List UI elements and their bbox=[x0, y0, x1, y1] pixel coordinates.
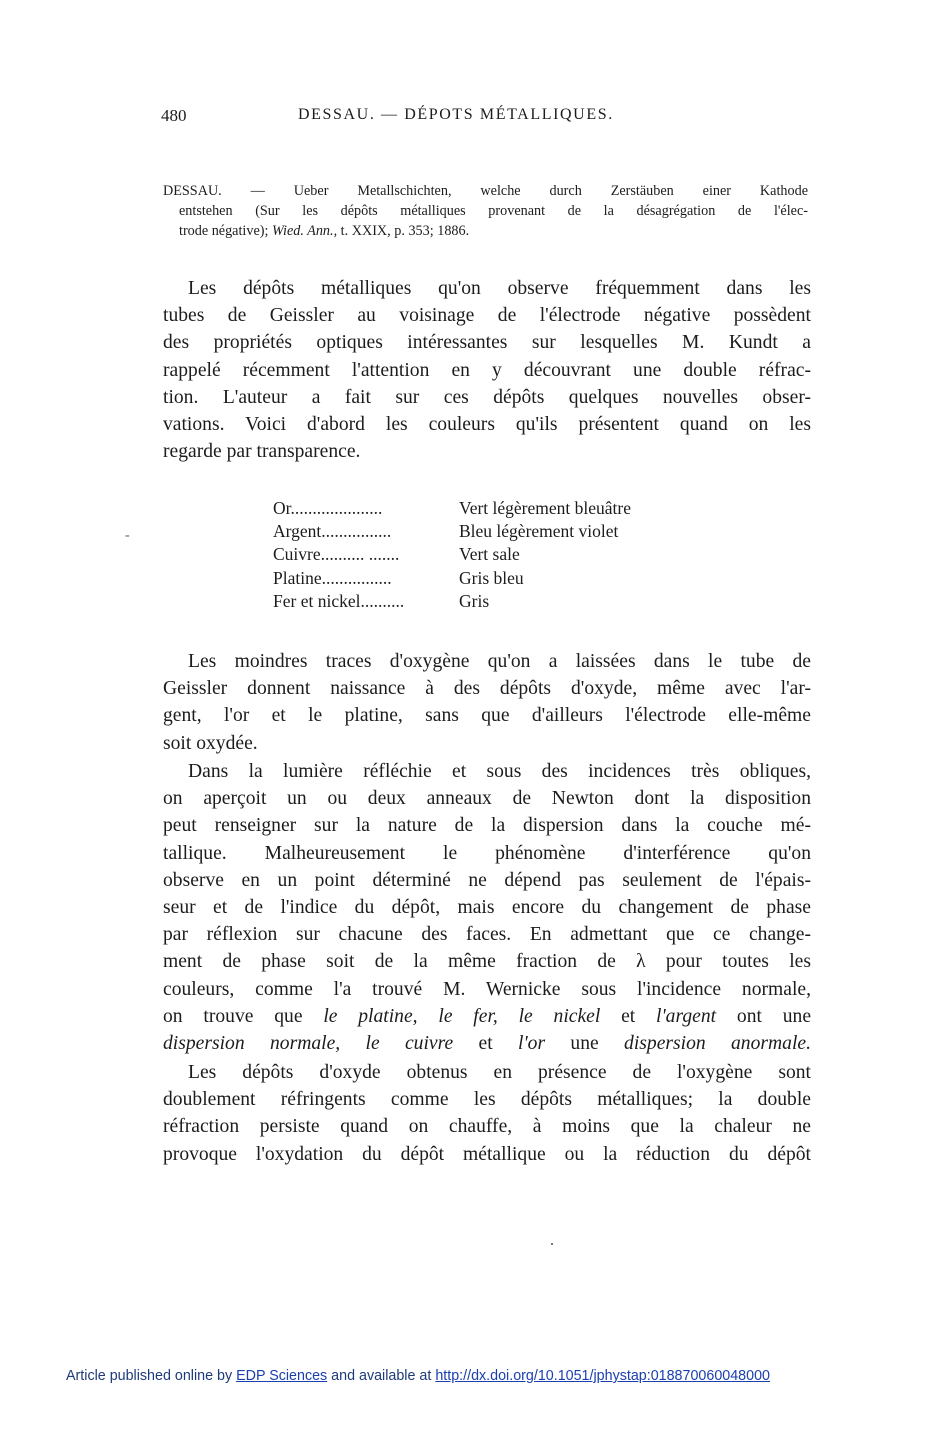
emphasis: dispersion anormale. bbox=[624, 1033, 812, 1055]
metal-color: Vert sale bbox=[459, 544, 520, 565]
text-line: Les moindres traces d'oxygène qu'on a laissées dans le tube de bbox=[188, 651, 811, 672]
text-line bbox=[163, 1030, 811, 1057]
text-line: soit oxydée. bbox=[163, 732, 258, 754]
text-line: regarde par transparence. bbox=[163, 441, 361, 463]
text-line: Dans la lumière réfléchie et sous des incidences très obliques, bbox=[188, 761, 811, 782]
text-line: rappelé récemment l'attention en y découvrant une double réfrac- bbox=[163, 359, 811, 381]
text-line: vations. Voici d'abord les couleurs qu'ils présentent quand on les bbox=[163, 414, 811, 436]
paragraph-intro bbox=[163, 275, 811, 465]
paragraph-oxide-deposits bbox=[163, 1059, 811, 1168]
text-line: tallique. Malheureusement le phénomène d'interférence qu'on bbox=[163, 842, 811, 864]
text-run: et bbox=[600, 1005, 657, 1027]
emphasis: l'argent bbox=[656, 1005, 717, 1027]
reference-text: trode négative); bbox=[179, 223, 272, 239]
reference-line bbox=[163, 221, 808, 241]
text-run: et bbox=[453, 1033, 519, 1055]
publication-footer bbox=[66, 1368, 770, 1384]
reference-line: DESSAU. — Ueber Metallschichten, welche durch Zerstäuben einer Kathode bbox=[163, 183, 808, 199]
text-line: provoque l'oxydation du dépôt métallique ou la réduction du dépôt bbox=[163, 1143, 811, 1165]
reference-line: entstehen (Sur les dépôts métalliques provenant de la désagrégation de l'élec- bbox=[179, 203, 808, 219]
paragraph-newton-rings bbox=[163, 758, 811, 1057]
text-line: on aperçoit un ou deux anneaux de Newton dont la disposition bbox=[163, 788, 811, 810]
text-line: gent, l'or et le platine, sans que d'ailleurs l'électrode elle-même bbox=[163, 705, 811, 727]
table-row bbox=[273, 567, 713, 590]
table-row bbox=[273, 590, 713, 613]
text-line: observe en un point déterminé ne dépend pas seulement de l'épais- bbox=[163, 869, 811, 891]
metal-name: Platine................ bbox=[273, 567, 392, 588]
text-line: doublement réfringents comme les dépôts métalliques; la double bbox=[163, 1089, 811, 1111]
text-line: peut renseigner sur la nature de la dispersion dans la couche mé- bbox=[163, 815, 811, 837]
bibliographic-reference bbox=[163, 181, 808, 241]
table-row bbox=[273, 543, 713, 566]
metal-name: Or..................... bbox=[273, 498, 383, 518]
text-run: on trouve que bbox=[163, 1005, 324, 1027]
text-line: Les dépôts d'oxyde obtenus en présence de l'oxygène sont bbox=[188, 1062, 811, 1083]
text-line: tion. L'auteur a fait sur ces dépôts quelques nouvelles obser- bbox=[163, 386, 811, 408]
stray-dot bbox=[551, 1243, 553, 1245]
running-title: DESSAU. — DÉPOTS MÉTALLIQUES. bbox=[298, 106, 614, 123]
text-line bbox=[163, 1003, 811, 1030]
footer-text: Article published online by bbox=[66, 1368, 237, 1384]
metal-color: Bleu légèrement violet bbox=[459, 521, 619, 542]
text-line: tubes de Geissler au voisinage de l'électrode négative possèdent bbox=[163, 305, 811, 327]
text-line: seur et de l'indice du dépôt, mais encore du changement de phase bbox=[163, 897, 811, 919]
metal-color: Gris bbox=[459, 590, 490, 611]
emphasis: l'or bbox=[518, 1033, 546, 1055]
footer-text: and available at bbox=[327, 1368, 436, 1384]
reference-text: , t. XXIX, p. 353; 1886. bbox=[333, 223, 470, 239]
emphasis: le platine, le fer, le nickel bbox=[323, 1005, 601, 1027]
paragraph-oxygen bbox=[163, 648, 811, 757]
metal-name: Cuivre.......... ....... bbox=[273, 544, 400, 565]
text-run: ont une bbox=[716, 1005, 812, 1027]
metal-color: Vert légèrement bleuâtre bbox=[459, 498, 631, 518]
text-line: Les dépôts métalliques qu'on observe fréquemment dans les bbox=[188, 278, 811, 299]
doi-link[interactable]: http://dx.doi.org/10.1051/jphystap:018870060048000 bbox=[435, 1368, 770, 1384]
text-line: réfraction persiste quand on chauffe, à moins que la chaleur ne bbox=[163, 1116, 811, 1138]
text-line: couleurs, comme l'a trouvé M. Wernicke sous l'incidence normale, bbox=[163, 978, 811, 1000]
text-line: des propriétés optiques intéressantes sur lesquelles M. Kundt a bbox=[163, 332, 811, 354]
journal-name: Wied. Ann. bbox=[271, 223, 334, 239]
table-row bbox=[273, 520, 713, 543]
page-number: 480 bbox=[161, 106, 187, 125]
color-table bbox=[273, 497, 713, 613]
edp-sciences-link[interactable]: EDP Sciences bbox=[236, 1368, 328, 1384]
text-line: ment de phase soit de la même fraction de λ pour toutes les bbox=[163, 951, 811, 973]
metal-name: Argent................ bbox=[273, 521, 392, 542]
text-run: une bbox=[545, 1033, 625, 1055]
emphasis: dispersion normale, le cuivre bbox=[163, 1033, 454, 1055]
stray-mark: - bbox=[125, 528, 130, 543]
text-line: Geissler donnent naissance à des dépôts d'oxyde, même avec l'ar- bbox=[163, 678, 811, 700]
metal-color: Gris bleu bbox=[459, 567, 524, 588]
text-line: par réflexion sur chacune des faces. En admettant que ce change- bbox=[163, 924, 811, 946]
table-row bbox=[273, 497, 713, 520]
metal-name: Fer et nickel.......... bbox=[273, 590, 405, 611]
